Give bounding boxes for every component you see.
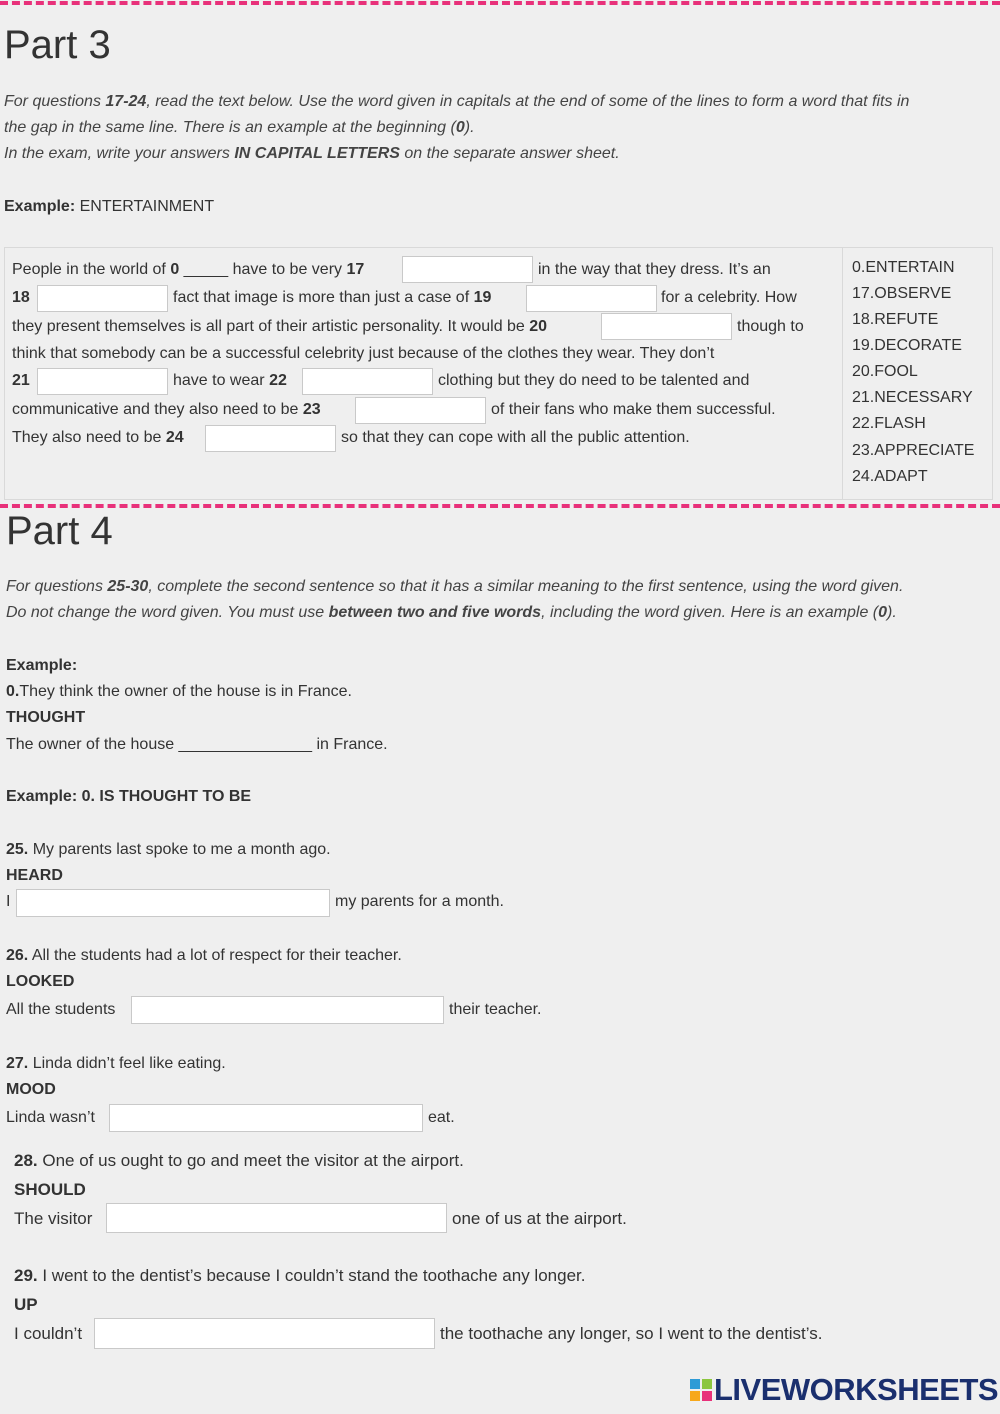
part4-example-answer-line: The owner of the house _______________ in France. bbox=[6, 736, 388, 753]
section-divider bbox=[0, 504, 1000, 508]
part4-instruction-line2: Do not change the word given. You must use between two and five words, including the word given. Here is an example (0). bbox=[6, 604, 897, 621]
part4-example-label: Example: bbox=[6, 657, 78, 674]
part4-example-sentence: 0.They think the owner of the house is in France. bbox=[6, 683, 352, 700]
answer-input-28[interactable] bbox=[106, 1203, 447, 1233]
question-25-after: my parents for a month. bbox=[335, 893, 504, 910]
text-line-5-num: 21 bbox=[12, 372, 30, 389]
question-29-before: I couldn’t bbox=[14, 1324, 83, 1343]
text-line-5: have to wear 22 bbox=[173, 372, 287, 389]
question-25-before: I bbox=[6, 893, 11, 910]
question-26-sentence: 26. All the students had a lot of respect for their teacher. bbox=[6, 947, 402, 964]
answer-input-29[interactable] bbox=[94, 1318, 435, 1349]
answer-input-24[interactable] bbox=[205, 425, 336, 452]
word-item: 0.ENTERTAIN bbox=[852, 259, 955, 276]
text-line-2-num: 18 bbox=[12, 289, 30, 306]
answer-input-22[interactable] bbox=[302, 368, 433, 395]
word-item: 22.FLASH bbox=[852, 415, 926, 432]
part4-instruction-line1: For questions 25-30, complete the second sentence so that it has a similar meaning to the first sentence, using the word given. bbox=[6, 578, 904, 595]
text-line-1b: in the way that they dress. It’s an bbox=[538, 261, 771, 278]
text-line-7: They also need to be 24 bbox=[12, 429, 184, 446]
word-item: 24.ADAPT bbox=[852, 468, 928, 485]
answer-input-27[interactable] bbox=[109, 1104, 423, 1132]
liveworksheets-logo bbox=[690, 1372, 998, 1408]
question-27-before: Linda wasn’t bbox=[6, 1109, 95, 1126]
text-line-7b: so that they can cope with all the public attention. bbox=[341, 429, 690, 446]
answer-input-23[interactable] bbox=[355, 397, 486, 424]
text-line-6: communicative and they also need to be 23 bbox=[12, 401, 321, 418]
liveworksheets-logo-icon bbox=[690, 1379, 712, 1401]
word-item: 19.DECORATE bbox=[852, 337, 962, 354]
text-line-3: they present themselves is all part of their artistic personality. It would be 20 bbox=[12, 318, 548, 335]
panel-divider bbox=[842, 247, 843, 500]
question-28-after: one of us at the airport. bbox=[452, 1209, 627, 1228]
liveworksheets-logo-text: LIVEWORKSHEETS bbox=[714, 1372, 999, 1407]
answer-input-17[interactable] bbox=[402, 256, 533, 283]
text-line-4: think that somebody can be a successful celebrity just because of the clothes they wear. They don’t bbox=[12, 345, 715, 362]
question-25-sentence: 25. My parents last spoke to me a month ago. bbox=[6, 841, 331, 858]
answer-input-20[interactable] bbox=[601, 313, 732, 340]
answer-input-25[interactable] bbox=[16, 889, 330, 917]
word-item: 20.FOOL bbox=[852, 363, 918, 380]
part3-instruction-line3: In the exam, write your answers IN CAPITAL LETTERS on the separate answer sheet. bbox=[4, 145, 620, 162]
part3-title: Part 3 bbox=[4, 23, 111, 67]
part3-instruction-line1: For questions 17-24, read the text below. Use the word given in capitals at the end of some of the lines to form a word that fits in bbox=[4, 93, 910, 110]
question-29-sentence: 29. I went to the dentist’s because I couldn’t stand the toothache any longer. bbox=[14, 1266, 586, 1285]
question-28-before: The visitor bbox=[14, 1209, 93, 1228]
question-26-after: their teacher. bbox=[449, 1001, 542, 1018]
answer-input-26[interactable] bbox=[131, 996, 444, 1024]
question-29-after: the toothache any longer, so I went to the dentist’s. bbox=[440, 1324, 823, 1343]
answer-input-19[interactable] bbox=[526, 285, 657, 312]
question-26-keyword: LOOKED bbox=[6, 973, 75, 990]
part4-example-keyword: THOUGHT bbox=[6, 709, 86, 726]
question-26-before: All the students bbox=[6, 1001, 116, 1018]
question-25-keyword: HEARD bbox=[6, 867, 63, 884]
question-28-sentence: 28. One of us ought to go and meet the visitor at the airport. bbox=[14, 1151, 464, 1170]
word-item: 21.NECESSARY bbox=[852, 389, 973, 406]
part4-example-answer: Example: 0. IS THOUGHT TO BE bbox=[6, 788, 252, 805]
answer-input-18[interactable] bbox=[37, 285, 168, 312]
question-29-keyword: UP bbox=[14, 1295, 38, 1314]
part3-example: Example: ENTERTAINMENT bbox=[4, 198, 215, 215]
text-line-5b: clothing but they do need to be talented and bbox=[438, 372, 750, 389]
text-line-2b: for a celebrity. How bbox=[661, 289, 797, 306]
text-line-2: fact that image is more than just a case of 19 bbox=[173, 289, 492, 306]
text-line-3b: though to bbox=[737, 318, 804, 335]
part4-title: Part 4 bbox=[6, 509, 113, 553]
text-line-1: People in the world of 0 _____ have to be very 17 bbox=[12, 261, 365, 278]
question-28-keyword: SHOULD bbox=[14, 1180, 86, 1199]
question-27-keyword: MOOD bbox=[6, 1081, 56, 1098]
top-divider bbox=[0, 1, 1000, 5]
word-item: 17.OBSERVE bbox=[852, 285, 952, 302]
question-27-sentence: 27. Linda didn’t feel like eating. bbox=[6, 1055, 226, 1072]
part3-instruction-line2: the gap in the same line. There is an example at the beginning (0). bbox=[4, 119, 475, 136]
text-line-6b: of their fans who make them successful. bbox=[491, 401, 776, 418]
word-item: 23.APPRECIATE bbox=[852, 442, 975, 459]
answer-input-21[interactable] bbox=[37, 368, 168, 395]
word-item: 18.REFUTE bbox=[852, 311, 939, 328]
question-27-after: eat. bbox=[428, 1109, 455, 1126]
